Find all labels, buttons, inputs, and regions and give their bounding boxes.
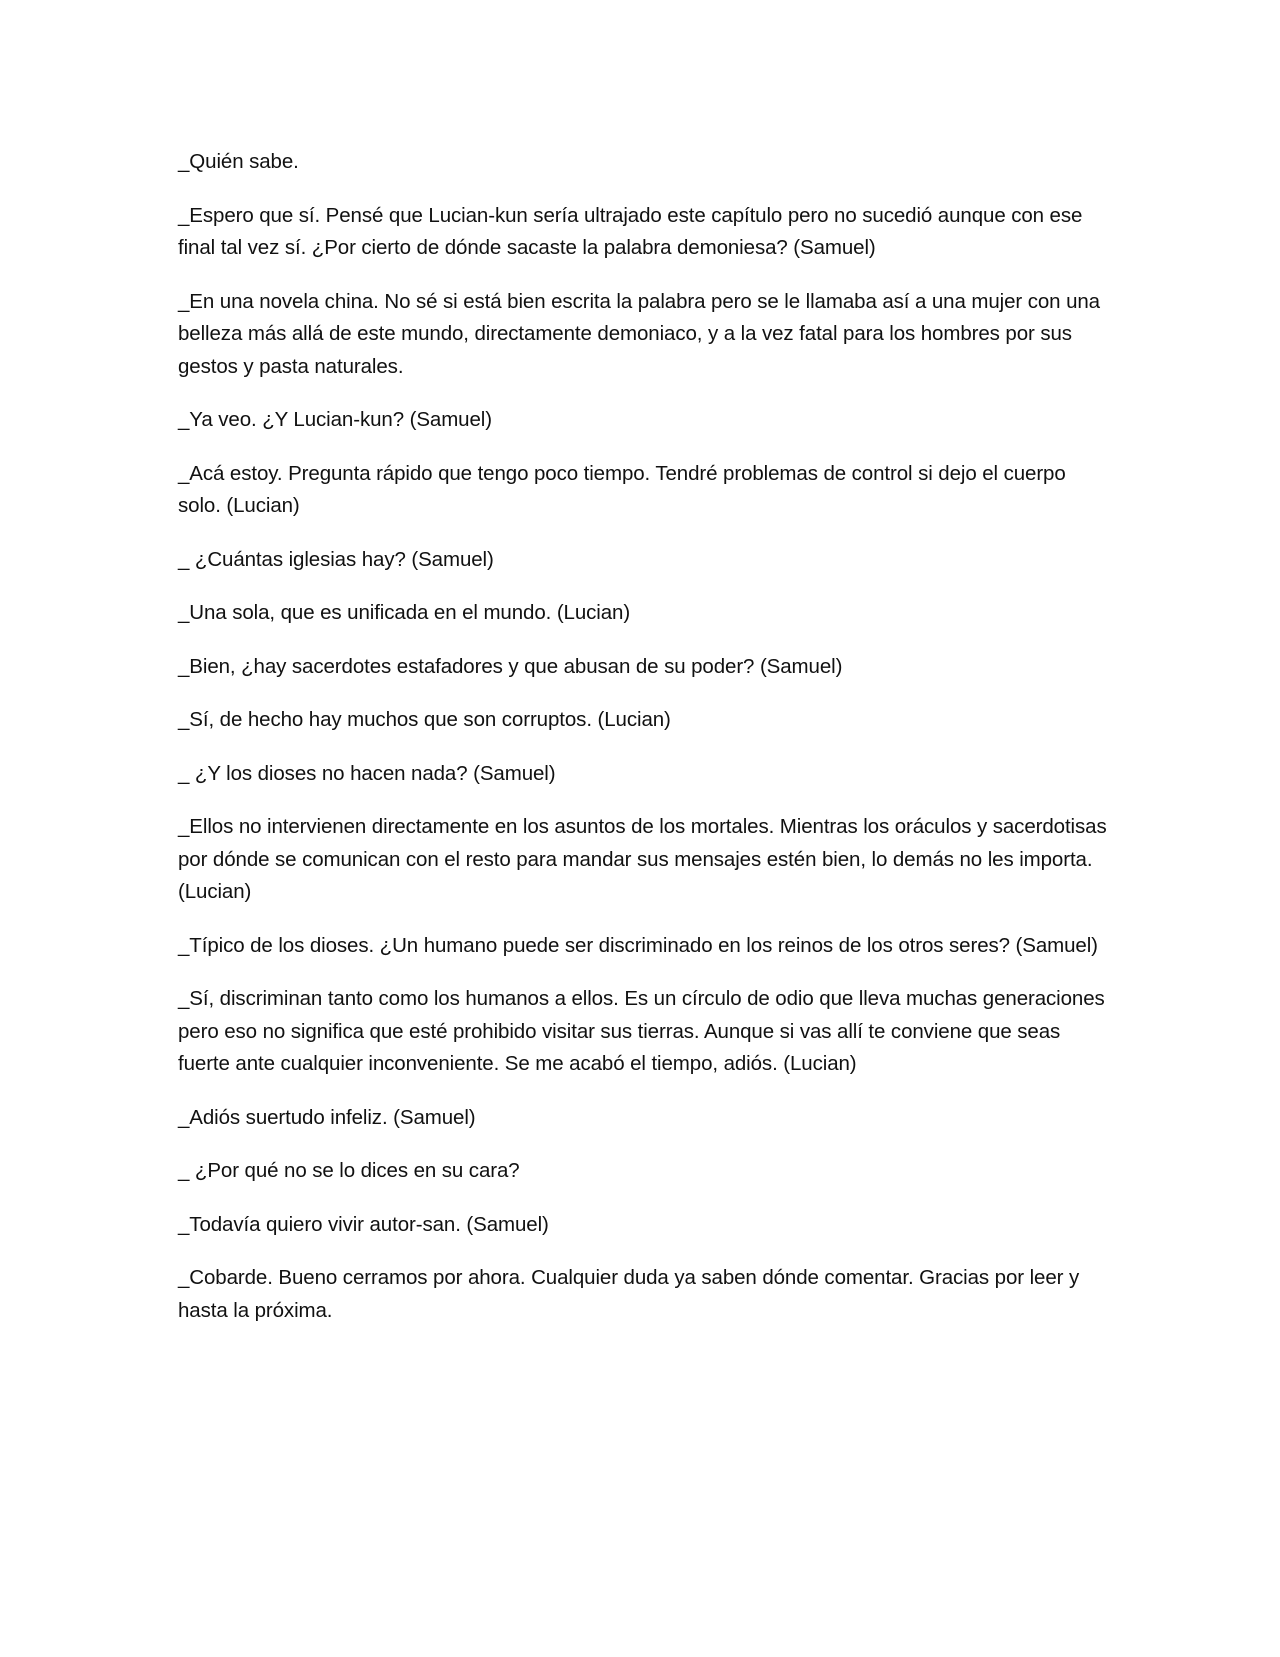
dialogue-paragraph: _Ya veo. ¿Y Lucian-kun? (Samuel) — [178, 408, 492, 431]
dialogue-paragraph: _Todavía quiero vivir autor-san. (Samuel) — [178, 1212, 549, 1236]
dialogue-paragraph: _Adiós suertudo infeliz. (Samuel) — [178, 1105, 476, 1129]
dialogue-paragraph: _Sí, de hecho hay muchos que son corruptos. (Lucian) — [178, 708, 671, 731]
dialogue-paragraph: _Quién sabe. — [178, 150, 299, 173]
dialogue-paragraph: _Ellos no intervienen directamente en los asuntos de los mortales. Mientras los oráculos y sacerdotisas por dónde se comunican con el resto para mandar sus mensajes estén bien, lo demás no les importa. (Lucian) — [178, 815, 1107, 903]
document-body — [178, 146, 1108, 1348]
dialogue-paragraph: _Sí, discriminan tanto como los humanos a ellos. Es un círculo de odio que lleva muchas generaciones pero eso no significa que esté prohibido visitar sus tierras. Aunque si vas allí te conviene que seas fuerte ante cualquier inconveniente. Se me acabó el tiempo, adiós. (Lucian) — [178, 987, 1105, 1075]
dialogue-paragraph: _ ¿Cuántas iglesias hay? (Samuel) — [178, 547, 494, 571]
dialogue-paragraph: _Acá estoy. Pregunta rápido que tengo poco tiempo. Tendré problemas de control si dejo el cuerpo solo. (Lucian) — [178, 461, 1066, 517]
dialogue-paragraph: _Bien, ¿hay sacerdotes estafadores y que abusan de su poder? (Samuel) — [178, 654, 843, 678]
dialogue-paragraph: _Cobarde. Bueno cerramos por ahora. Cualquier duda ya saben dónde comentar. Gracias por leer y hasta la próxima. — [178, 1266, 1080, 1322]
dialogue-paragraph: _ ¿Y los dioses no hacen nada? (Samuel) — [178, 761, 556, 785]
dialogue-paragraph: _En una novela china. No sé si está bien escrita la palabra pero se le llamaba así a una mujer con una belleza más allá de este mundo, directamente demoniaco, y a la vez fatal para los hombres por sus gestos y pasta naturales. — [178, 289, 1100, 378]
dialogue-paragraph: _Una sola, que es unificada en el mundo. (Lucian) — [178, 601, 631, 624]
dialogue-paragraph: _ ¿Por qué no se lo dices en su cara? — [178, 1159, 520, 1182]
dialogue-paragraph: _Típico de los dioses. ¿Un humano puede ser discriminado en los reinos de los otros seres? (Samuel) — [178, 933, 1098, 957]
dialogue-paragraph: _Espero que sí. Pensé que Lucian-kun sería ultrajado este capítulo pero no sucedió aunque con ese final tal vez sí. ¿Por cierto de dónde sacaste la palabra demoniesa? (Samuel) — [178, 203, 1083, 259]
